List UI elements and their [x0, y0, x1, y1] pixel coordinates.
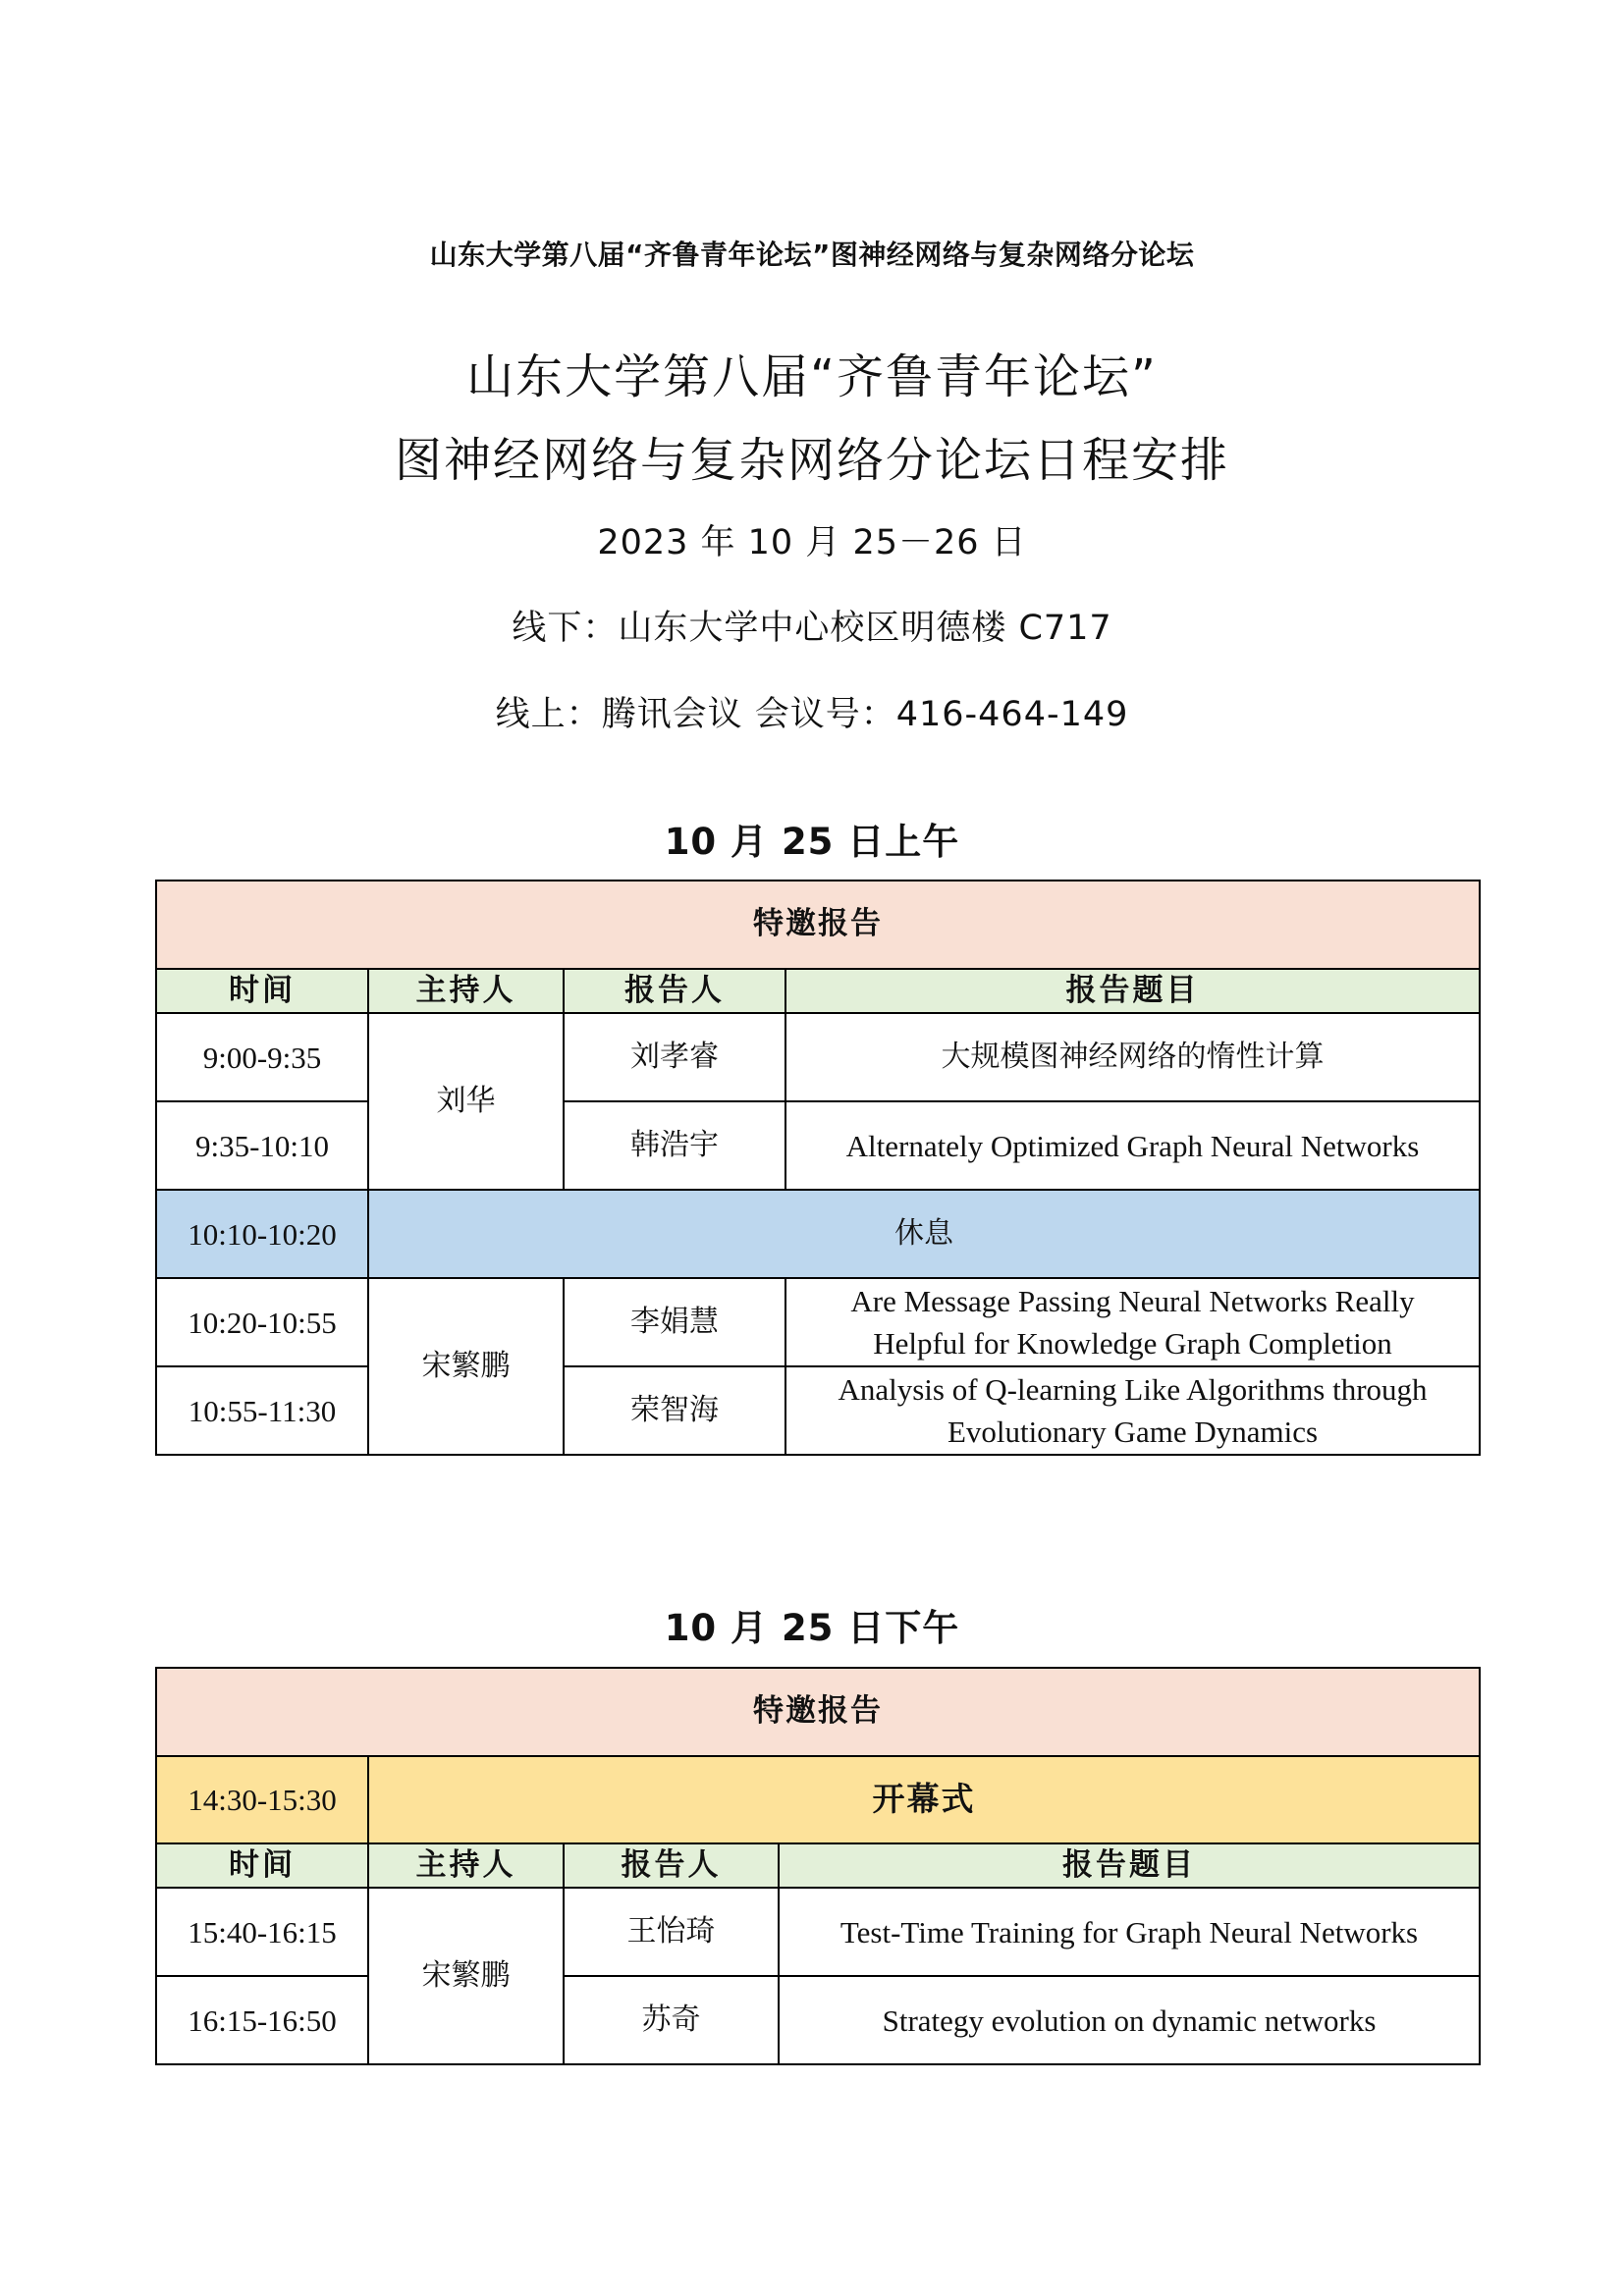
- host-cell: 宋繁鹏: [368, 1888, 564, 2064]
- host-cell: 宋繁鹏: [368, 1278, 564, 1455]
- talk-title-line: Helpful for Knowledge Graph Completion: [873, 1326, 1392, 1362]
- table-row: [156, 1976, 1480, 2064]
- talk-title-cell: [785, 1366, 1480, 1455]
- time-cell: 10:55-11:30: [156, 1366, 368, 1455]
- talk-title-line: Evolutionary Game Dynamics: [947, 1415, 1319, 1450]
- column-header-speaker: 报告人: [564, 1843, 779, 1888]
- offline-venue: 线下：山东大学中心校区明德楼 C717: [512, 609, 1112, 648]
- column-header-speaker: 报告人: [564, 969, 785, 1013]
- column-header-host: 主持人: [368, 969, 564, 1013]
- speaker-cell: 韩浩宇: [564, 1101, 785, 1190]
- table-row: [156, 1366, 1480, 1455]
- event-date: 2023 年 10 月 25－26 日: [597, 523, 1027, 562]
- speaker-cell: 李娟慧: [564, 1278, 785, 1366]
- time-cell: 9:00-9:35: [156, 1013, 368, 1101]
- morning-session-heading: 10 月 25 日上午: [664, 821, 960, 863]
- table-row: [156, 1101, 1480, 1190]
- host-cell: 刘华: [368, 1013, 564, 1190]
- column-header-title: 报告题目: [779, 1843, 1480, 1888]
- afternoon-schedule-table: [155, 1667, 1481, 2065]
- time-cell: 9:35-10:10: [156, 1101, 368, 1190]
- morning-schedule-table: [155, 880, 1481, 1456]
- time-cell: 15:40-16:15: [156, 1888, 368, 1976]
- running-header: 山东大学第八届“齐鲁青年论坛”图神经网络与复杂网络分论坛: [429, 239, 1195, 271]
- invited-talks-band: 特邀报告: [156, 881, 1480, 969]
- column-header-time: 时间: [156, 969, 368, 1013]
- afternoon-session-heading: 10 月 25 日下午: [664, 1607, 960, 1649]
- table-row: [156, 1013, 1480, 1101]
- column-header-time: 时间: [156, 1843, 368, 1888]
- talk-title-cell: 大规模图神经网络的惰性计算: [785, 1013, 1480, 1101]
- table-row: [156, 1888, 1480, 1976]
- speaker-cell: 荣智海: [564, 1366, 785, 1455]
- opening-ceremony-row: [156, 1756, 1480, 1843]
- time-cell: 14:30-15:30: [156, 1756, 368, 1843]
- time-cell: 10:10-10:20: [156, 1190, 368, 1278]
- speaker-cell: 刘孝睿: [564, 1013, 785, 1101]
- time-cell: 10:20-10:55: [156, 1278, 368, 1366]
- document-title-line2: 图神经网络与复杂网络分论坛日程安排: [394, 433, 1229, 488]
- table-band-row: [156, 1668, 1480, 1756]
- table-header-row: [156, 1843, 1480, 1888]
- talk-title-cell: Alternately Optimized Graph Neural Networks: [785, 1101, 1480, 1190]
- talk-title-cell: [785, 1278, 1480, 1366]
- talk-title-cell: Strategy evolution on dynamic networks: [779, 1976, 1480, 2064]
- table-band-row: [156, 881, 1480, 969]
- talk-title-line: Are Message Passing Neural Networks Really: [850, 1284, 1415, 1318]
- column-header-host: 主持人: [368, 1843, 564, 1888]
- break-row: [156, 1190, 1480, 1278]
- table-row: [156, 1278, 1480, 1366]
- speaker-cell: 苏奇: [564, 1976, 779, 2064]
- invited-talks-band: 特邀报告: [156, 1668, 1480, 1756]
- document-title-line1: 山东大学第八届“齐鲁青年论坛”: [466, 349, 1158, 404]
- table-header-row: [156, 969, 1480, 1013]
- break-label: 休息: [368, 1190, 1480, 1278]
- speaker-cell: 王怡琦: [564, 1888, 779, 1976]
- online-meeting: 线上：腾讯会议 会议号：416-464-149: [495, 695, 1129, 734]
- opening-ceremony-label: 开幕式: [368, 1756, 1480, 1843]
- talk-title-cell: Test-Time Training for Graph Neural Networks: [779, 1888, 1480, 1976]
- time-cell: 16:15-16:50: [156, 1976, 368, 2064]
- column-header-title: 报告题目: [785, 969, 1480, 1013]
- talk-title-line: Analysis of Q-learning Like Algorithms through: [838, 1372, 1428, 1407]
